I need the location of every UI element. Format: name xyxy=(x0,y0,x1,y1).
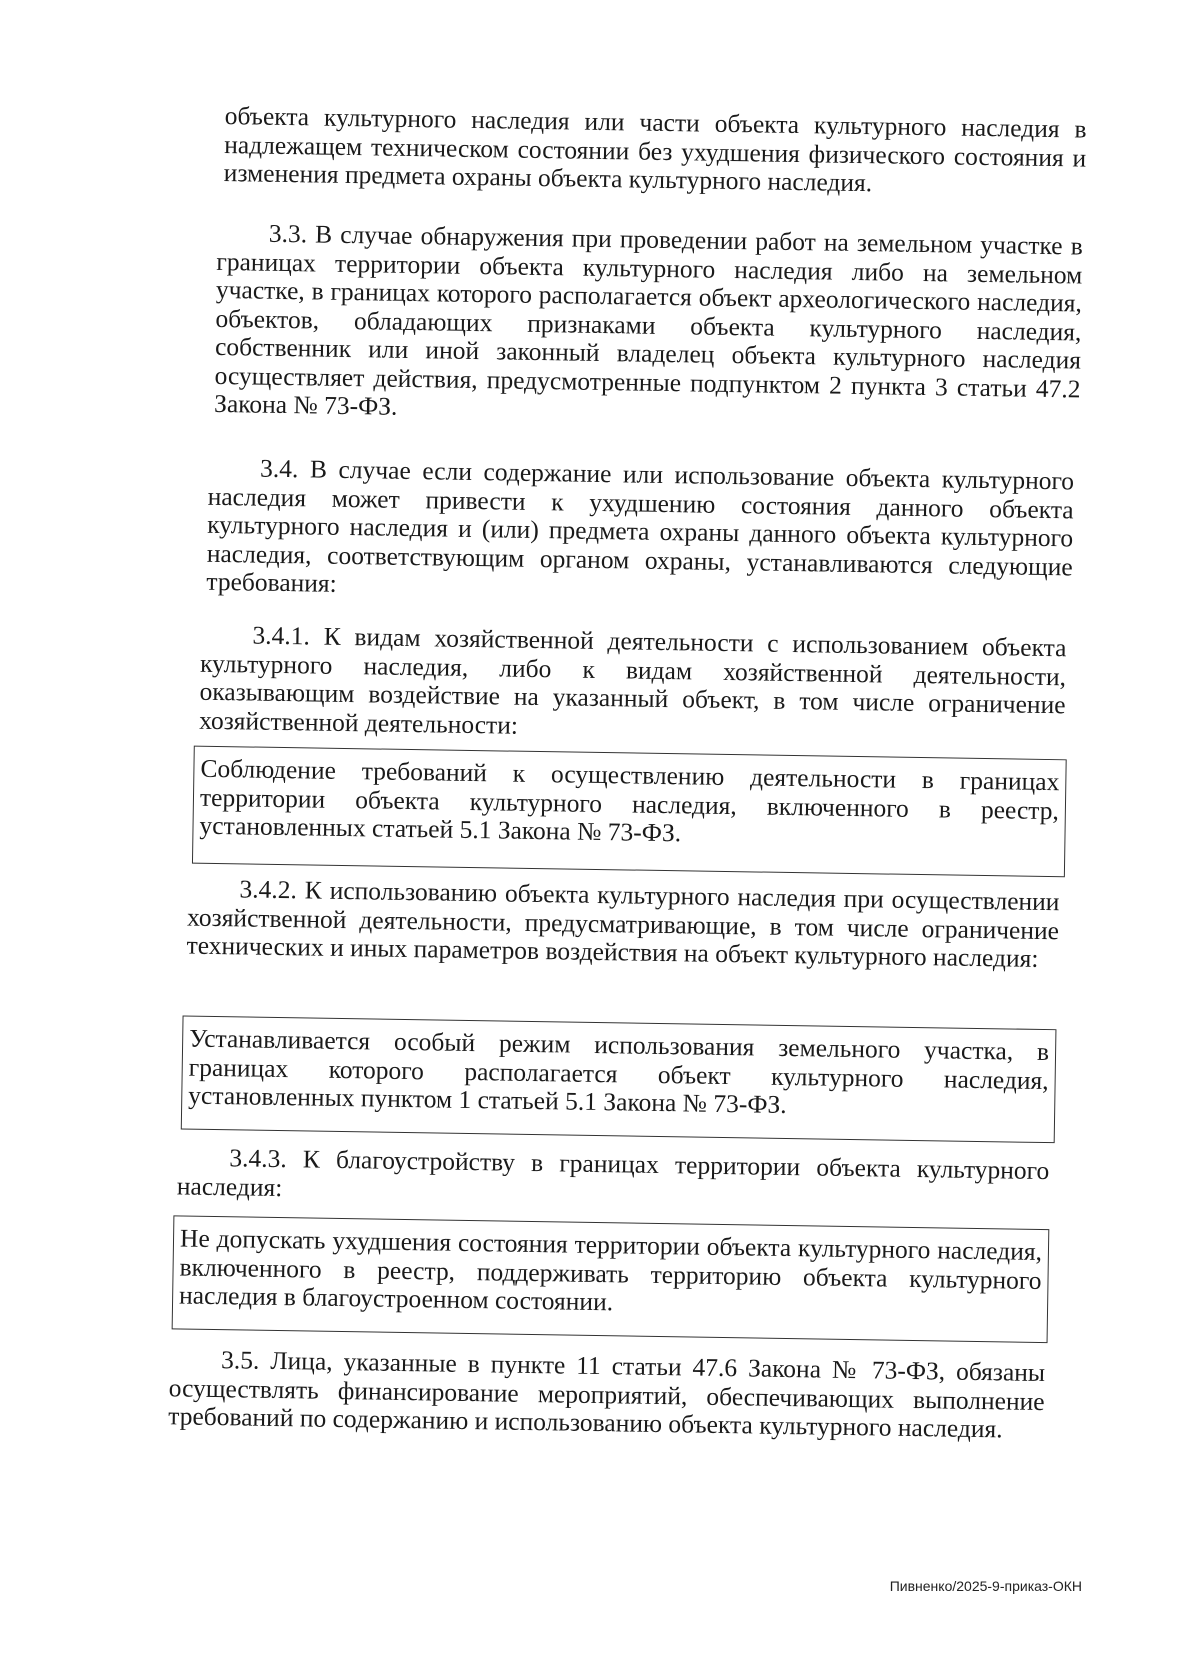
requirement-box-3: Не допускать ухудшения состояния территории объекта культурного наследия, включенного в реестр, поддерживать территорию объекта культурного наследия в благоустроенном состоянии. xyxy=(172,1215,1050,1343)
paragraph-3-4: 3.4. В случае если содержание или использование объекта культурного наследия может привести к ухудшению состояния данного объекта культурного наследия и (или) предмета охраны данного объекта культурного наследия, соответствующим органом охраны, устанавливаются следующие требования: xyxy=(206,453,1075,598)
requirement-box-2: Устанавливается особый режим использования земельного участка, в границах которого располагается объект культурного наследия, установленных пунктом 1 статьей 5.1 Закона № 73-ФЗ. xyxy=(181,1015,1057,1143)
requirement-box-1: Соблюдение требований к осуществлению деятельности в границах территории объекта культурного наследия, включенного в реестр, установленных статьей 5.1 Закона № 73-ФЗ. xyxy=(192,746,1067,878)
paragraph-3-3: 3.3. В случае обнаружения при проведении работ на земельном участке в границах территории объекта культурного наследия либо на земельном участке, в границах которого располагается объект археологического наследия, объектов, обладающих признаками объекта культурного наследия, собственник или иной законный владелец объекта культурного наследия осуществляет действия, предусмотренные подпунктом 2 пункта 3 статьи 47.2 Закона № 73-ФЗ. xyxy=(213,218,1083,421)
paragraph-3-4-3: 3.4.3. К благоустройству в границах территории объекта культурного наследия: xyxy=(176,1143,1050,1202)
paragraph-3-4-1: 3.4.1. К видам хозяйственной деятельности с использованием объекта культурного наследия, либо к видам хозяйственной деятельности, оказывающим воздействие на указанный объект, в том числе ограничение хозяйственной деятельности: xyxy=(198,620,1067,740)
paragraph-continuation: объекта культурного наследия или части объекта культурного наследия в надлежащем техническом состоянии без ухудшения физического состояния и изменения предмета охраны объекта культурного наследия. xyxy=(223,101,1087,198)
paragraph-3-4-2: 3.4.2. К использованию объекта культурного наследия при осуществлении хозяйственной деятельности, предусматривающие, в том числе ограничение технических и иных параметров воздействия на объект культурного наследия: xyxy=(186,874,1060,973)
paragraph-3-5: 3.5. Лица, указанные в пункте 11 статьи 47.6 Закона № 73-ФЗ, обязаны осуществлять финансирование мероприятий, обеспечивающих выполнение требований по содержанию и использованию объекта культурного наследия. xyxy=(168,1345,1046,1444)
document-footer-id: Пивненко/2025-9-приказ-ОКН xyxy=(889,1578,1082,1594)
